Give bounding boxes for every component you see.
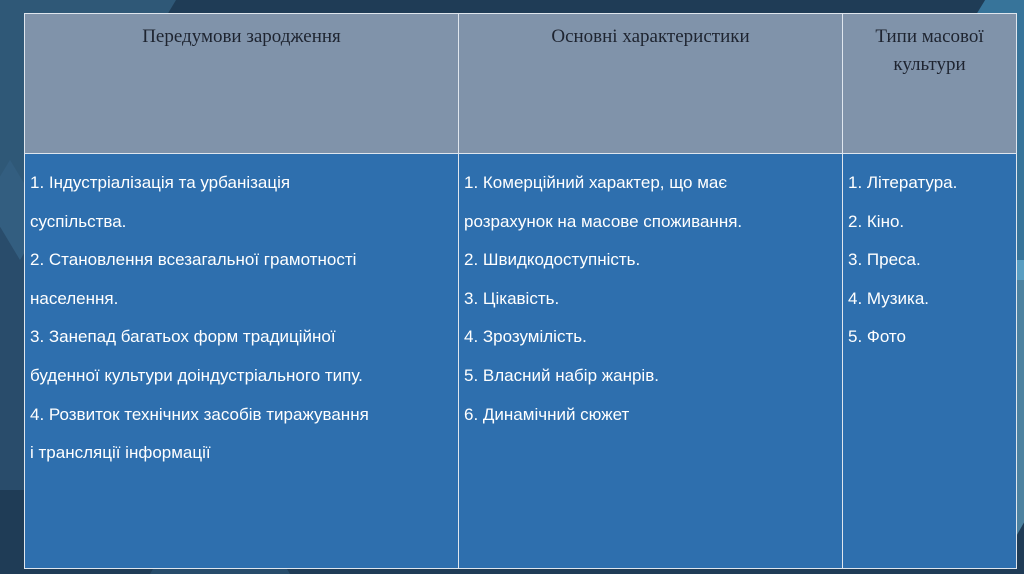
- list-item-line: розрахунок на масове споживання.: [464, 211, 743, 231]
- list-item-line: 1. Література.: [848, 173, 958, 192]
- cell-prerequisites: [25, 154, 459, 569]
- list-item-line: 6. Динамічний сюжет: [464, 404, 630, 424]
- list-item-line: 4. Музика.: [848, 288, 930, 308]
- list-item-line: 2. Швидкодоступність.: [464, 250, 641, 270]
- list-item-line: населення.: [30, 288, 119, 308]
- list-item-line: буденної культури доіндустріального типу.: [30, 365, 363, 385]
- header-label: Основні характеристики: [551, 26, 750, 47]
- list-item-line: і трансляції інформації: [30, 443, 211, 463]
- list-item-line: 3. Преса.: [848, 250, 921, 270]
- table-body-row: [25, 154, 1017, 569]
- cell-types: [843, 154, 1017, 569]
- header-cell-prerequisites: [25, 14, 459, 154]
- list-item-line: 1. Комерційний характер, що має: [464, 173, 728, 192]
- cell-characteristics: [459, 154, 843, 569]
- header-cell-characteristics: [459, 14, 843, 154]
- list-item-line: 2. Кіно.: [848, 211, 905, 231]
- list-item-line: 3. Занепад багатьох форм традиційної: [30, 327, 336, 347]
- list-item-line: суспільства.: [30, 211, 127, 231]
- list-item-line: 4. Зрозумілість.: [464, 327, 587, 347]
- list-item-line: 4. Розвиток технічних засобів тиражування: [30, 404, 369, 424]
- header-label: Передумови зародження: [142, 26, 341, 47]
- list-item-line: 5. Власний набір жанрів.: [464, 365, 659, 385]
- list-item-line: 5. Фото: [848, 327, 906, 347]
- list-item-line: 3. Цікавість.: [464, 288, 560, 308]
- list-item-line: 1. Індустріалізація та урбанізація: [30, 173, 291, 192]
- header-cell-types: [843, 14, 1017, 154]
- list-item-line: 2. Становлення всезагальної грамотності: [30, 250, 357, 270]
- header-label-line: культури: [893, 54, 966, 75]
- mass-culture-table: [24, 13, 1017, 569]
- table-header-row: [25, 14, 1017, 154]
- header-label-line: Типи масової: [875, 26, 984, 47]
